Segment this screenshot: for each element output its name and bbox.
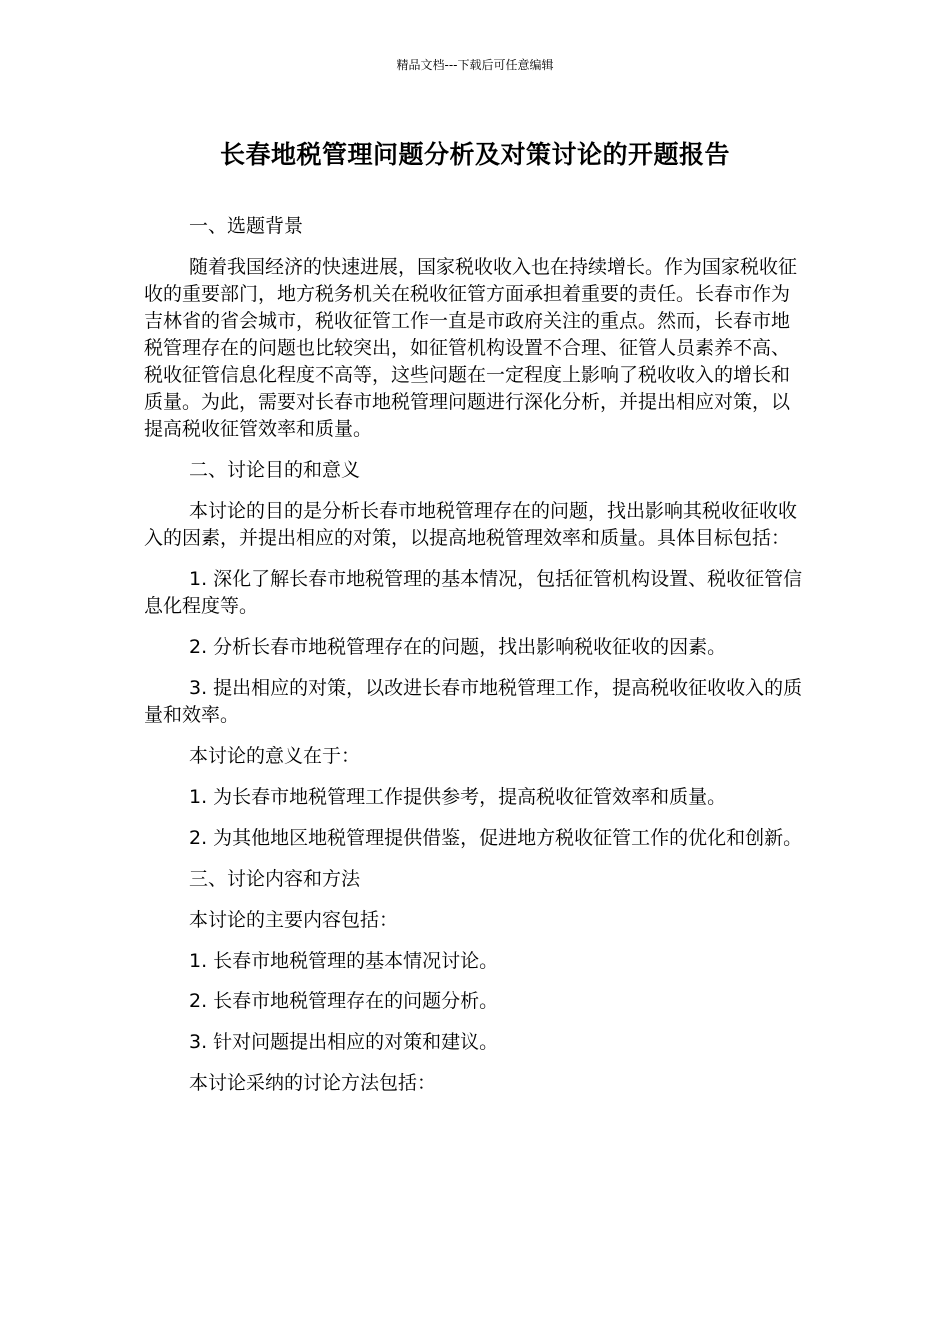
section-heading-purpose: 二、讨论目的和意义 [189,459,361,482]
paragraph-purpose: 本讨论的目的是分析长春市地税管理存在的问题，找出影响其税收征收收入的因素，并提出相应的对策，以提高地税管理效率和质量。具体目标包括： [144,500,798,550]
list-item-goal-1: 1. 深化了解长春市地税管理的基本情况，包括征管机构设置、税收征管信息化程度等。 [144,568,803,618]
document-title: 长春地税管理问题分析及对策讨论的开题报告 [219,140,730,169]
list-item-content-3: 3. 针对问题提出相应的对策和建议。 [189,1031,499,1054]
paragraph-background: 随着我国经济的快速进展，国家税收收入也在持续增长。作为国家税收征收的重要部门，地方税务机关在税收征管方面承担着重要的责任。长春市作为吉林省的省会城市，税收征管工作一直是市政府关注的重点。然而，长春市地税管理存在的问题也比较突出，如征管机构设置不合理、征管人员素养不高、税收征管信息化程度不高等，这些问题在一定程度上影响了税收收入的增长和质量。为此，需要对长春市地税管理问题进行深化分析，并提出相应对策，以提高税收征管效率和质量。 [144,255,798,441]
page-header-note: 精品文档---下载后可任意编辑 [396,58,554,72]
paragraph-content-intro: 本讨论的主要内容包括： [189,908,399,931]
section-heading-background: 一、选题背景 [189,215,304,237]
list-item-significance-2: 2. 为其他地区地税管理提供借鉴，促进地方税收征管工作的优化和创新。 [189,826,803,849]
list-item-significance-1: 1. 为长春市地税管理工作提供参考，提高税收征管效率和质量。 [189,785,727,808]
list-item-content-2: 2. 长春市地税管理存在的问题分析。 [189,990,499,1013]
section-heading-content-method: 三、讨论内容和方法 [189,867,361,890]
list-item-goal-2: 2. 分析长春市地税管理存在的问题，找出影响税收征收的因素。 [189,636,727,659]
paragraph-significance-intro: 本讨论的意义在于： [189,745,361,768]
list-item-content-1: 1. 长春市地税管理的基本情况讨论。 [189,949,499,972]
document-body [144,213,808,1111]
list-item-goal-3: 3. 提出相应的对策，以改进长春市地税管理工作，提高税收征收收入的质量和效率。 [144,677,803,727]
paragraph-method-intro: 本讨论采纳的讨论方法包括： [189,1072,437,1095]
